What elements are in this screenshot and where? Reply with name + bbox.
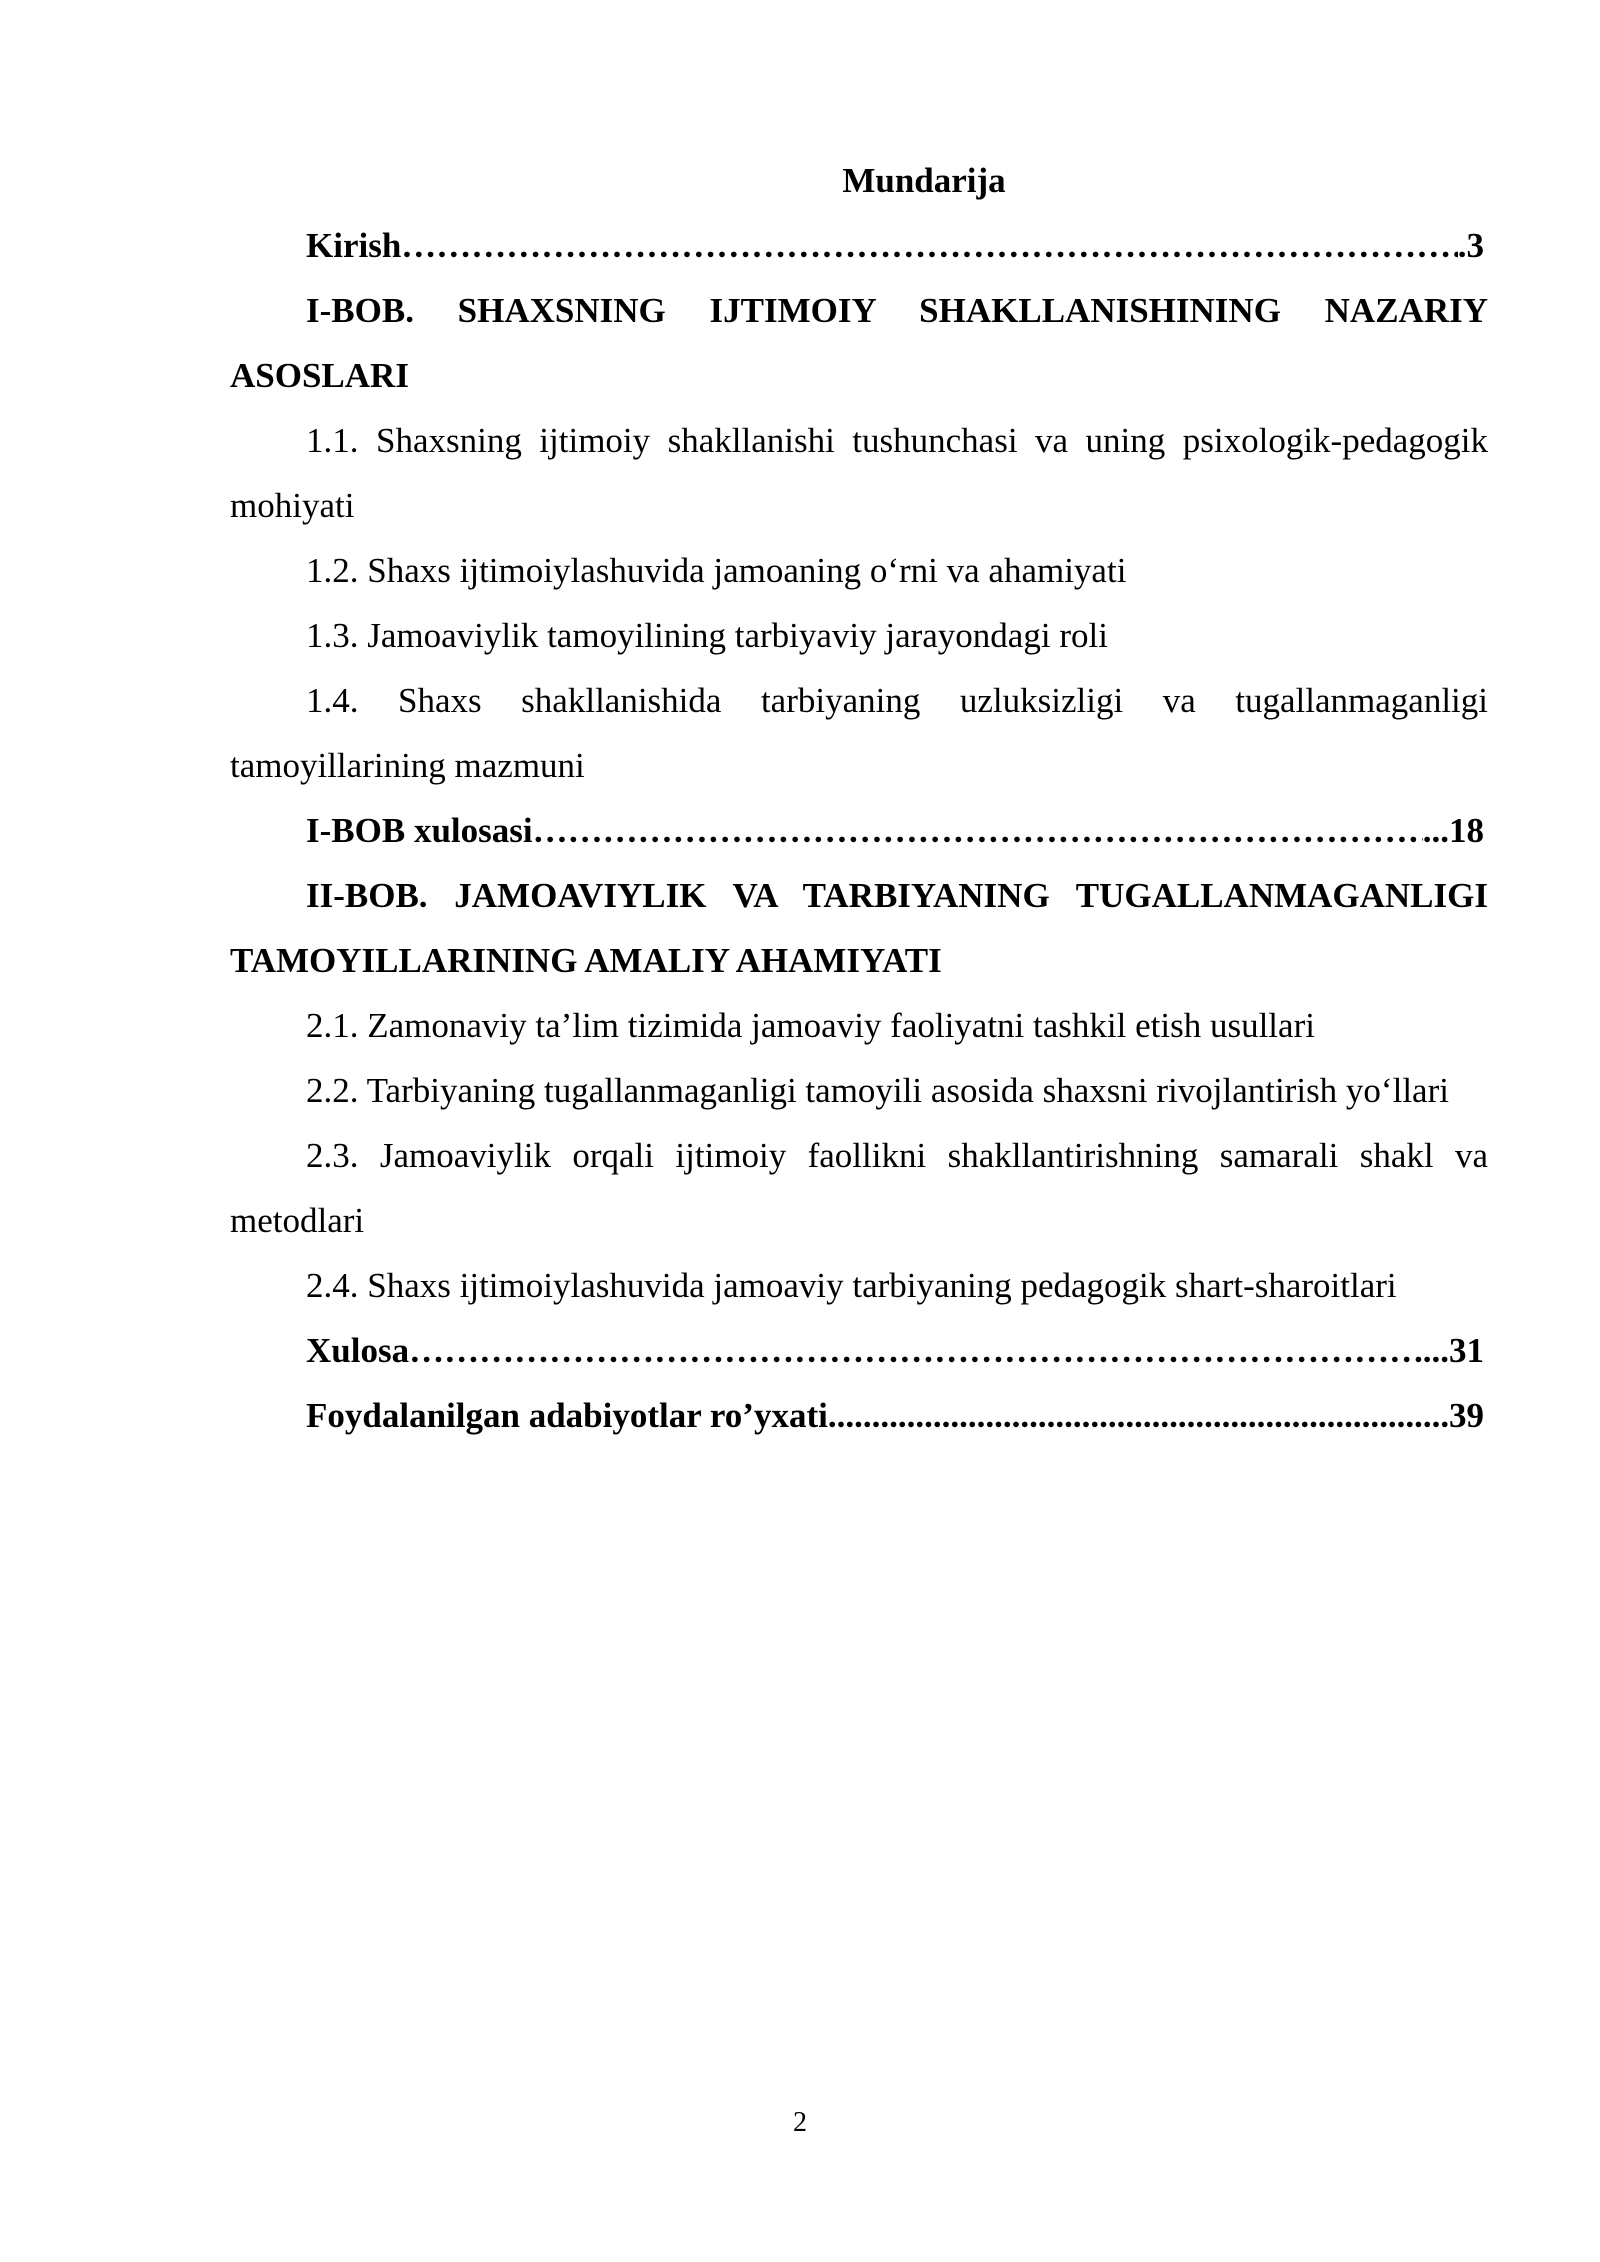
- chapter-title-text: I-BOB. SHAXSNING IJTIMOIY SHAKLLANISHINING NAZARIY ASOSLARI: [230, 291, 1488, 395]
- page-number: 2: [793, 2107, 807, 2138]
- toc-entry-adabiyotlar: [230, 1383, 1488, 1448]
- toc-chapter-1-title: [230, 278, 1488, 408]
- toc-section-2-1: 2.1. Zamonaviy ta’lim tizimida jamoaviy faoliyatni tashkil etish usullari: [306, 1006, 1315, 1045]
- toc-entry-label: I-BOB xulosasi: [306, 811, 533, 850]
- toc-entry-bob1-xulosa: [230, 798, 1488, 863]
- toc-section-2-4: 2.4. Shaxs ijtimoiylashuvida jamoaviy tarbiyaning pedagogik shart-sharoitlari: [306, 1266, 1397, 1305]
- toc-entry-label: Xulosa: [306, 1331, 410, 1370]
- toc-section-1-2: 1.2. Shaxs ijtimoiylashuvida jamoaning o‘rni va ahamiyati: [306, 551, 1127, 590]
- toc-section-1-4: 1.4. Shaxs shakllanishida tarbiyaning uzluksizligi va tugallanmaganligi tamoyillarining mazmuni: [230, 681, 1488, 785]
- toc-title: Mundarija: [842, 161, 1006, 200]
- toc-section-2-3: 2.3. Jamoaviylik orqali ijtimoiy faollikni shakllantirishning samarali shakl va metodlari: [230, 1136, 1488, 1240]
- toc-page-number: ...18: [1422, 811, 1484, 850]
- table-of-contents: [230, 148, 1488, 1448]
- toc-page-number: 39: [1449, 1396, 1484, 1435]
- toc-section-2-2: 2.2. Tarbiyaning tugallanmaganligi tamoyili asosida shaxsni rivojlantirish yo‘llari: [306, 1071, 1449, 1110]
- toc-section-1-3: 1.3. Jamoaviylik tamoyilining tarbiyaviy jarayondagi roli: [306, 616, 1108, 655]
- dot-leader: [828, 1383, 1449, 1448]
- toc-chapter-2-title: II-BOB. JAMOAVIYLIK VA TARBIYANING TUGALLANMAGANLIGI TAMOYILLARINING AMALIY AHAMIYATI: [230, 876, 1488, 980]
- toc-entry-xulosa: [230, 1318, 1488, 1383]
- dot-leader: [533, 798, 1423, 863]
- toc-entry-kirish: [230, 213, 1488, 278]
- dot-leader: [409, 1318, 1423, 1383]
- toc-page-number: ...31: [1422, 1331, 1484, 1370]
- dot-leader: [401, 213, 1457, 278]
- toc-section-1-1: 1.1. Shaxsning ijtimoiy shakllanishi tushunchasi va uning psixologik-pedagogik mohiyati: [230, 421, 1488, 525]
- toc-entry-label: Foydalanilgan adabiyotlar ro’yxati: [306, 1396, 828, 1435]
- toc-entry-label: Kirish: [306, 226, 402, 265]
- toc-page-number: .3: [1457, 226, 1484, 265]
